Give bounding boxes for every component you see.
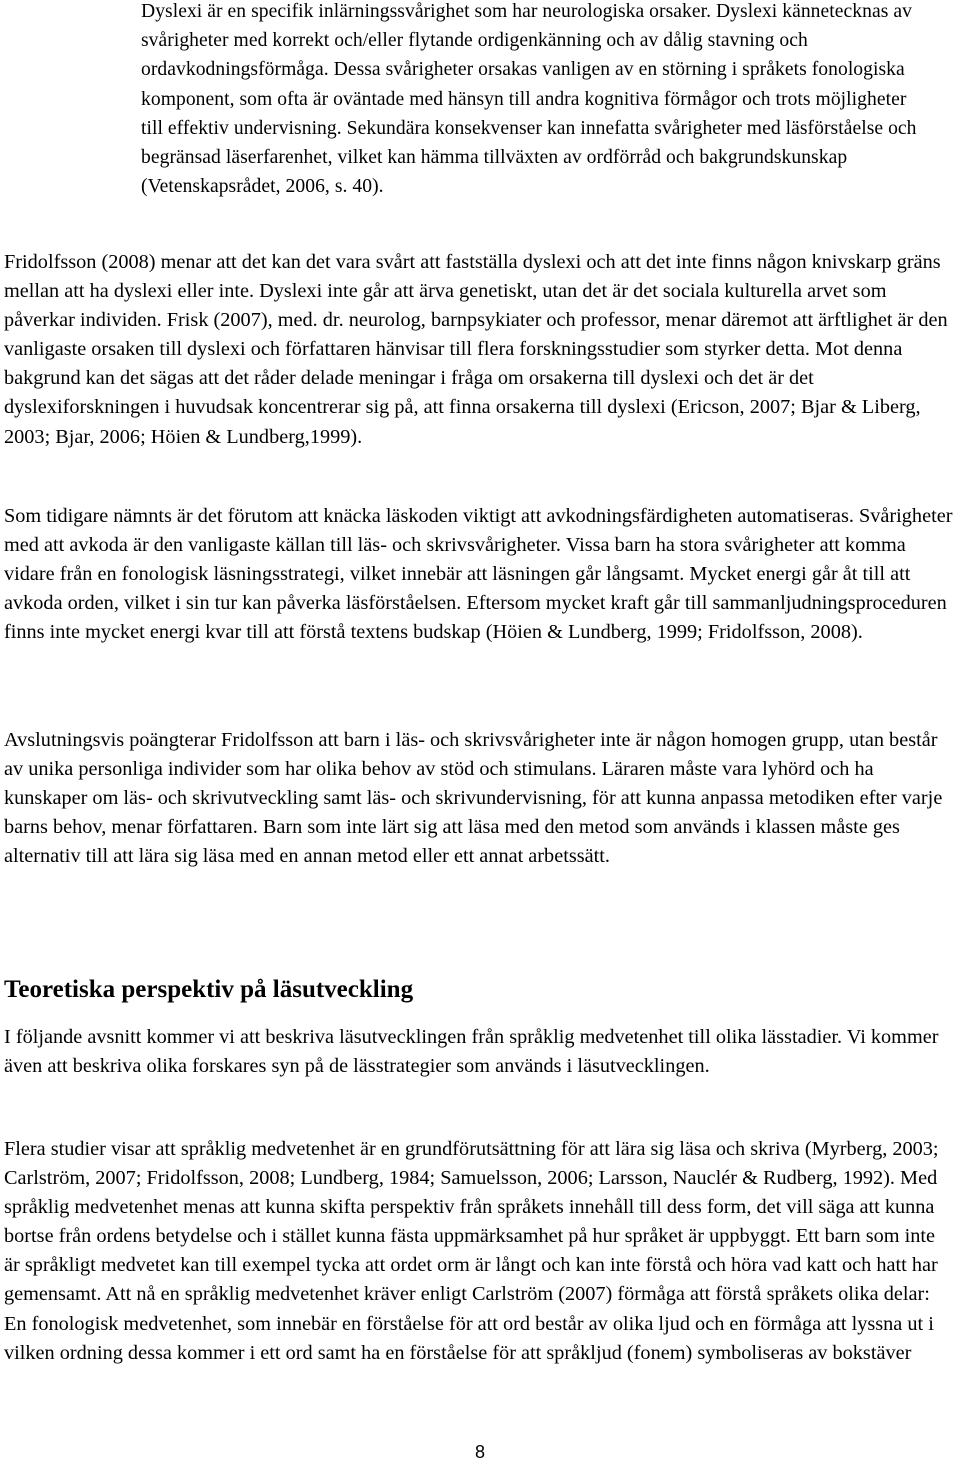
body-paragraph-conclusion: Avslutningsvis poängterar Fridolfsson att barn i läs- och skrivsvårigheter inte är någon homogen grupp, utan består av unika personliga individer som har olika behov av stöd och stimulans. Läraren måste vara lyhörd och ha kunskaper om läs- och skrivutveckling samt läs- och skrivundervisning, för att kunna anpassa metodiken efter varje barns behov, menar författaren. Barn som inte lärt sig att läsa med den metod som används i klassen måste ges alternativ till att lära sig läsa med en annan metod eller ett annat arbetssätt. [4, 729, 943, 868]
page-number: 8 [474, 1442, 485, 1462]
block-quote: Dyslexi är en specifik inlärningssvårighet som har neurologiska orsaker. Dyslexi kännetecknas av svårigheter med korrekt och/eller flytande ordigenkänning och av dålig stavning och ordavkodningsförmåga. Dessa svårigheter orsakas vanligen av en störning i språkets fonologiska komponent, som ofta är oväntade med hänsyn till andra kognitiva förmågor och trots möjligheter till effektiv undervisning. Sekundära konsekvenser kan innefatta svårigheter med läsförståelse och begränsad läserfarenhet, vilket kan hämma tillväxten av ordförråd och bakgrundskunskap (Vetenskapsrådet, 2006, s. 40). [141, 1, 917, 198]
body-paragraph-section-intro: I följande avsnitt kommer vi att beskriva läsutvecklingen från språklig medvetenhet till olika lässtadier. Vi kommer även att beskriva olika forskares syn på de lässtrategier som används i läsutvecklingen. [4, 1026, 939, 1078]
body-paragraph-dyslexia-causes: Fridolfsson (2008) menar att det kan det vara svårt att fastställa dyslexi och att det inte finns någon knivskarp gräns mellan att ha dyslexi eller inte. Dyslexi inte går att ärva genetiskt, utan det är det sociala kulturella arvet som påverkar individen. Frisk (2007), med. dr. neurolog, barnpsykiater och professor, menar däremot att ärftlighet är den vanligaste orsaken till dyslexi och författaren hänvisar till flera forskningsstudier som styrker detta. Mot denna bakgrund kan det sägas att det råder delade meningar i fråga om orsakerna till dyslexi och det är det dyslexiforskningen i huvudsak koncentrerar sig på, att finna orsakerna till dyslexi (Ericson, 2007; Bjar & Liberg, 2003; Bjar, 2006; Höien & Lundberg,1999). [4, 251, 948, 448]
body-paragraph-decoding: Som tidigare nämnts är det förutom att knäcka läskoden viktigt att avkodningsfärdigheten automatiseras. Svårigheter med att avkoda är den vanligaste källan till läs- och skrivsvårigheter. Vissa barn ha stora svårigheter att komma vidare från en fonologisk läsningsstrategi, vilket innebär att läsningen går långsamt. Mycket energi går åt till att avkoda orden, vilket i sin tur kan påverka läsförståelsen. Eftersom mycket kraft går till sammanljudningsproceduren finns inte mycket energi kvar till att förstå textens budskap (Höien & Lundberg, 1999; Fridolfsson, 2008). [4, 505, 953, 644]
body-paragraph-linguistic-awareness: Flera studier visar att språklig medvetenhet är en grundförutsättning för att lära sig läsa och skriva (Myrberg, 2003; Carlström, 2007; Fridolfsson, 2008; Lundberg, 1984; Samuelsson, 2006; Larsson, Nauclér & Rudberg, 1992). Med språklig medvetenhet menas att kunna skifta perspektiv från språkets innehåll till dess form, det vill säga att kunna bortse från ordens betydelse och i stället kunna fästa uppmärksamhet på hur språket är uppbyggt. Ett barn som inte är språkligt medvetet kan till exempel tycka att ordet orm är långt och kan inte förstå och höra vad katt och hatt har gemensamt. Att nå en språklig medvetenhet kräver enligt Carlström (2007) förmåga att förstå språkets olika delar: En fonologisk medvetenhet, som innebär en förståelse för att ord består av olika ljud och en förmåga att lyssna ut i vilken ordning dessa kommer i ett ord samt ha en förståelse för att språkljud (fonem) symboliseras av bokstäver [4, 1138, 939, 1364]
section-heading: Teoretiska perspektiv på läsutveckling [4, 976, 414, 1003]
